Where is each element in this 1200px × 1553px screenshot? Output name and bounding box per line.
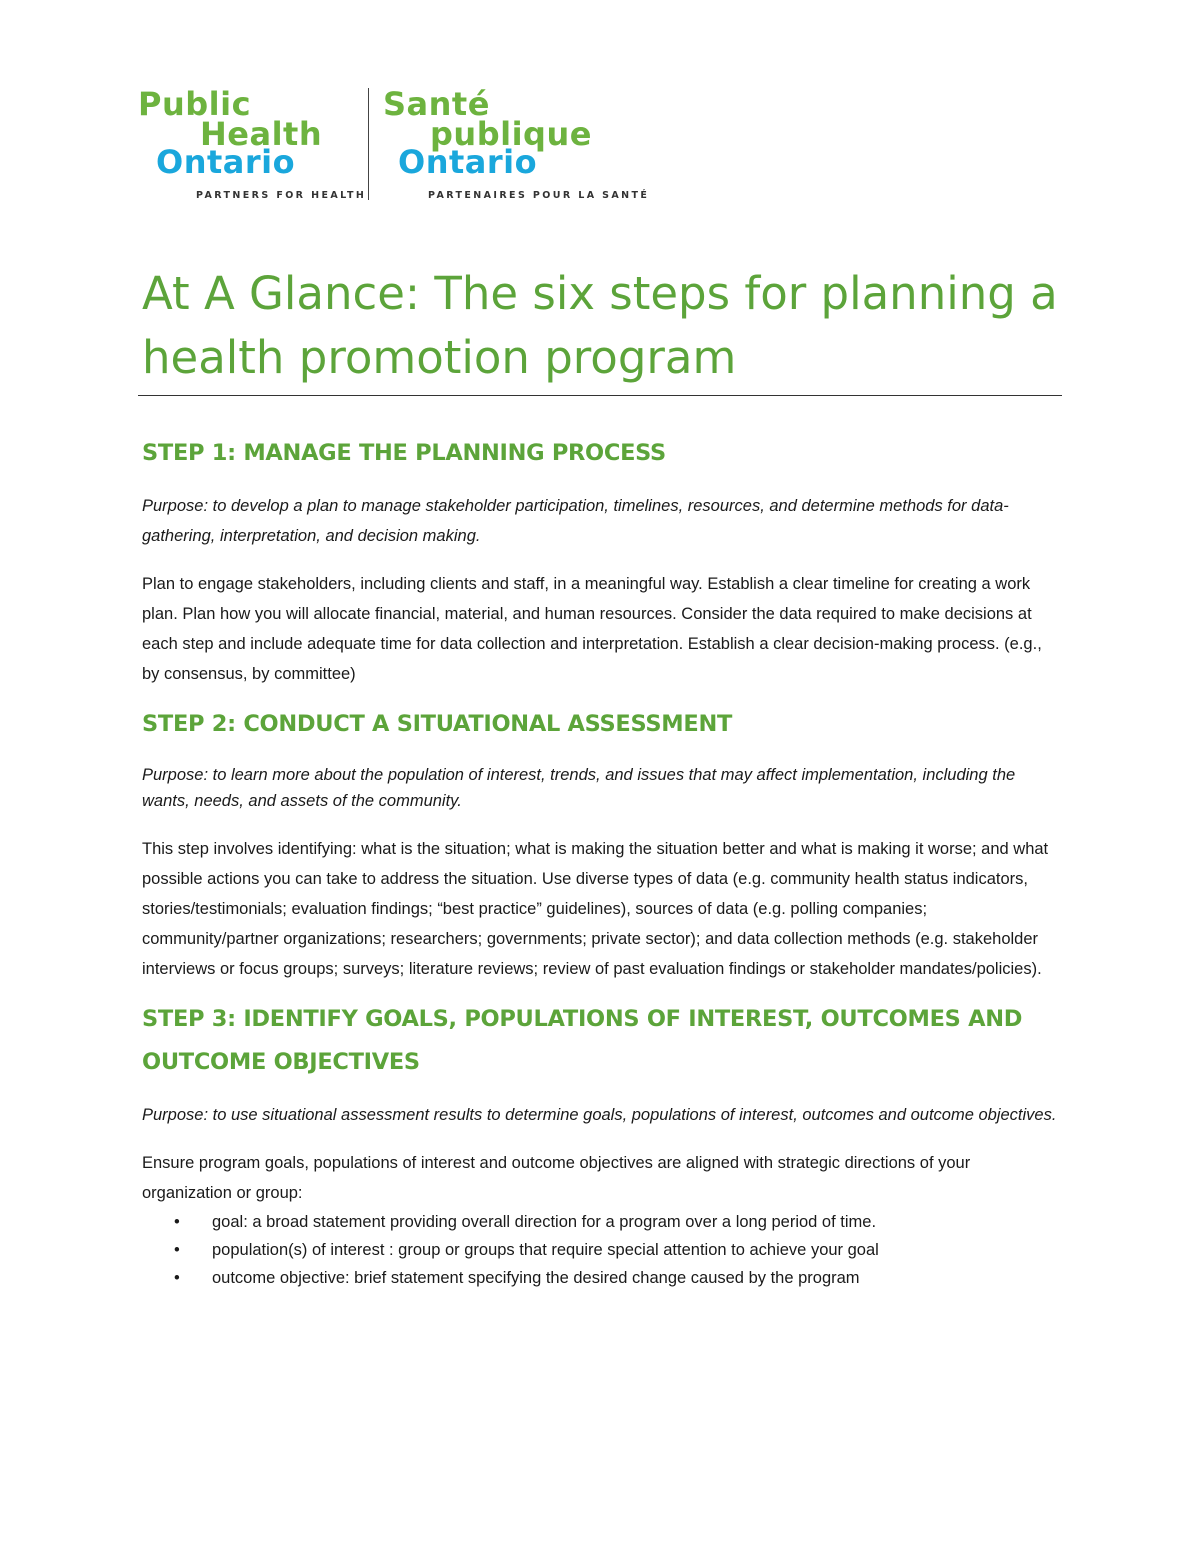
step-3-section [142, 998, 1062, 1292]
step-3-body: Ensure program goals, populations of interest and outcome objectives are aligned with strategic directions of your organization or group: [142, 1154, 971, 1202]
step-2-purpose: Purpose: to learn more about the population of interest, trends, and issues that may affect implementation, including the wants, needs, and assets of the community. [142, 766, 1016, 810]
step-1-body: Plan to engage stakeholders, including clients and staff, in a meaningful way. Establish a clear timeline for creating a work plan. Plan how you will allocate financial, material, and human resources. Consider the data required to make decisions at each step and include adequate time for data collection and interpretation. Establish a clear decision-making process. (e.g., by consensus, by committee) [142, 575, 1042, 683]
bullet-icon: • [174, 1213, 180, 1231]
page-title: At A Glance: The six steps for planning a health promotion program [142, 267, 1058, 384]
list-item: • population(s) of interest : group or groups that require special attention to achieve your goal [212, 1236, 1062, 1264]
step-1-section [142, 432, 1062, 689]
list-item: • outcome objective: brief statement specifying the desired change caused by the program [212, 1264, 1062, 1292]
logo-divider [368, 88, 369, 200]
step-1-purpose: Purpose: to develop a plan to manage stakeholder participation, timelines, resources, and determine methods for data-gathering, interpretation, and decision making. [142, 497, 1009, 545]
step-3-heading: STEP 3: IDENTIFY GOALS, POPULATIONS OF INTEREST, OUTCOMES AND OUTCOME OBJECTIVES [142, 1006, 1023, 1075]
logo-tagline-fr: PARTENAIRES POUR LA SANTÉ [428, 190, 650, 201]
document-body [142, 432, 1062, 1292]
step-2-body: This step involves identifying: what is the situation; what is making the situation better and what is making it worse; and what possible actions you can take to address the situation. Use diverse types of data (e.g. community health status indicators, stories/testimonials; evaluation findings; “best practice” guidelines), sources of data (e.g. polling companies; community/partner organizations; researchers; governments; private sector); and data collection methods (e.g. stakeholder interviews or focus groups; surveys; literature reviews; review of past evaluation findings or stakeholder mandates/policies). [142, 840, 1049, 978]
list-item: • goal: a broad statement providing overall direction for a program over a long period of time. [212, 1208, 1062, 1236]
logo-text-sante: Santé [383, 85, 490, 123]
logo-text-health: Health [200, 115, 323, 153]
organization-logo [138, 84, 650, 202]
logo-tagline-en: PARTNERS FOR HEALTH [196, 190, 367, 201]
step-3-bullet-list [142, 1208, 1062, 1292]
logo-text-publique: publique [430, 115, 592, 153]
step-1-heading: STEP 1: MANAGE THE PLANNING PROCESS [142, 440, 666, 466]
bullet-icon: • [174, 1241, 180, 1259]
logo-text-ontario: Ontario [156, 143, 296, 181]
logo-text-public: Public [138, 85, 252, 123]
bullet-icon: • [174, 1269, 180, 1287]
step-2-section [142, 703, 1062, 984]
step-3-purpose: Purpose: to use situational assessment results to determine goals, populations of interest, outcomes and outcome objectives. [142, 1106, 1057, 1124]
title-divider [138, 395, 1062, 396]
step-2-heading: STEP 2: CONDUCT A SITUATIONAL ASSESSMENT [142, 711, 733, 737]
logo-text-ontario-fr: Ontario [398, 143, 538, 181]
